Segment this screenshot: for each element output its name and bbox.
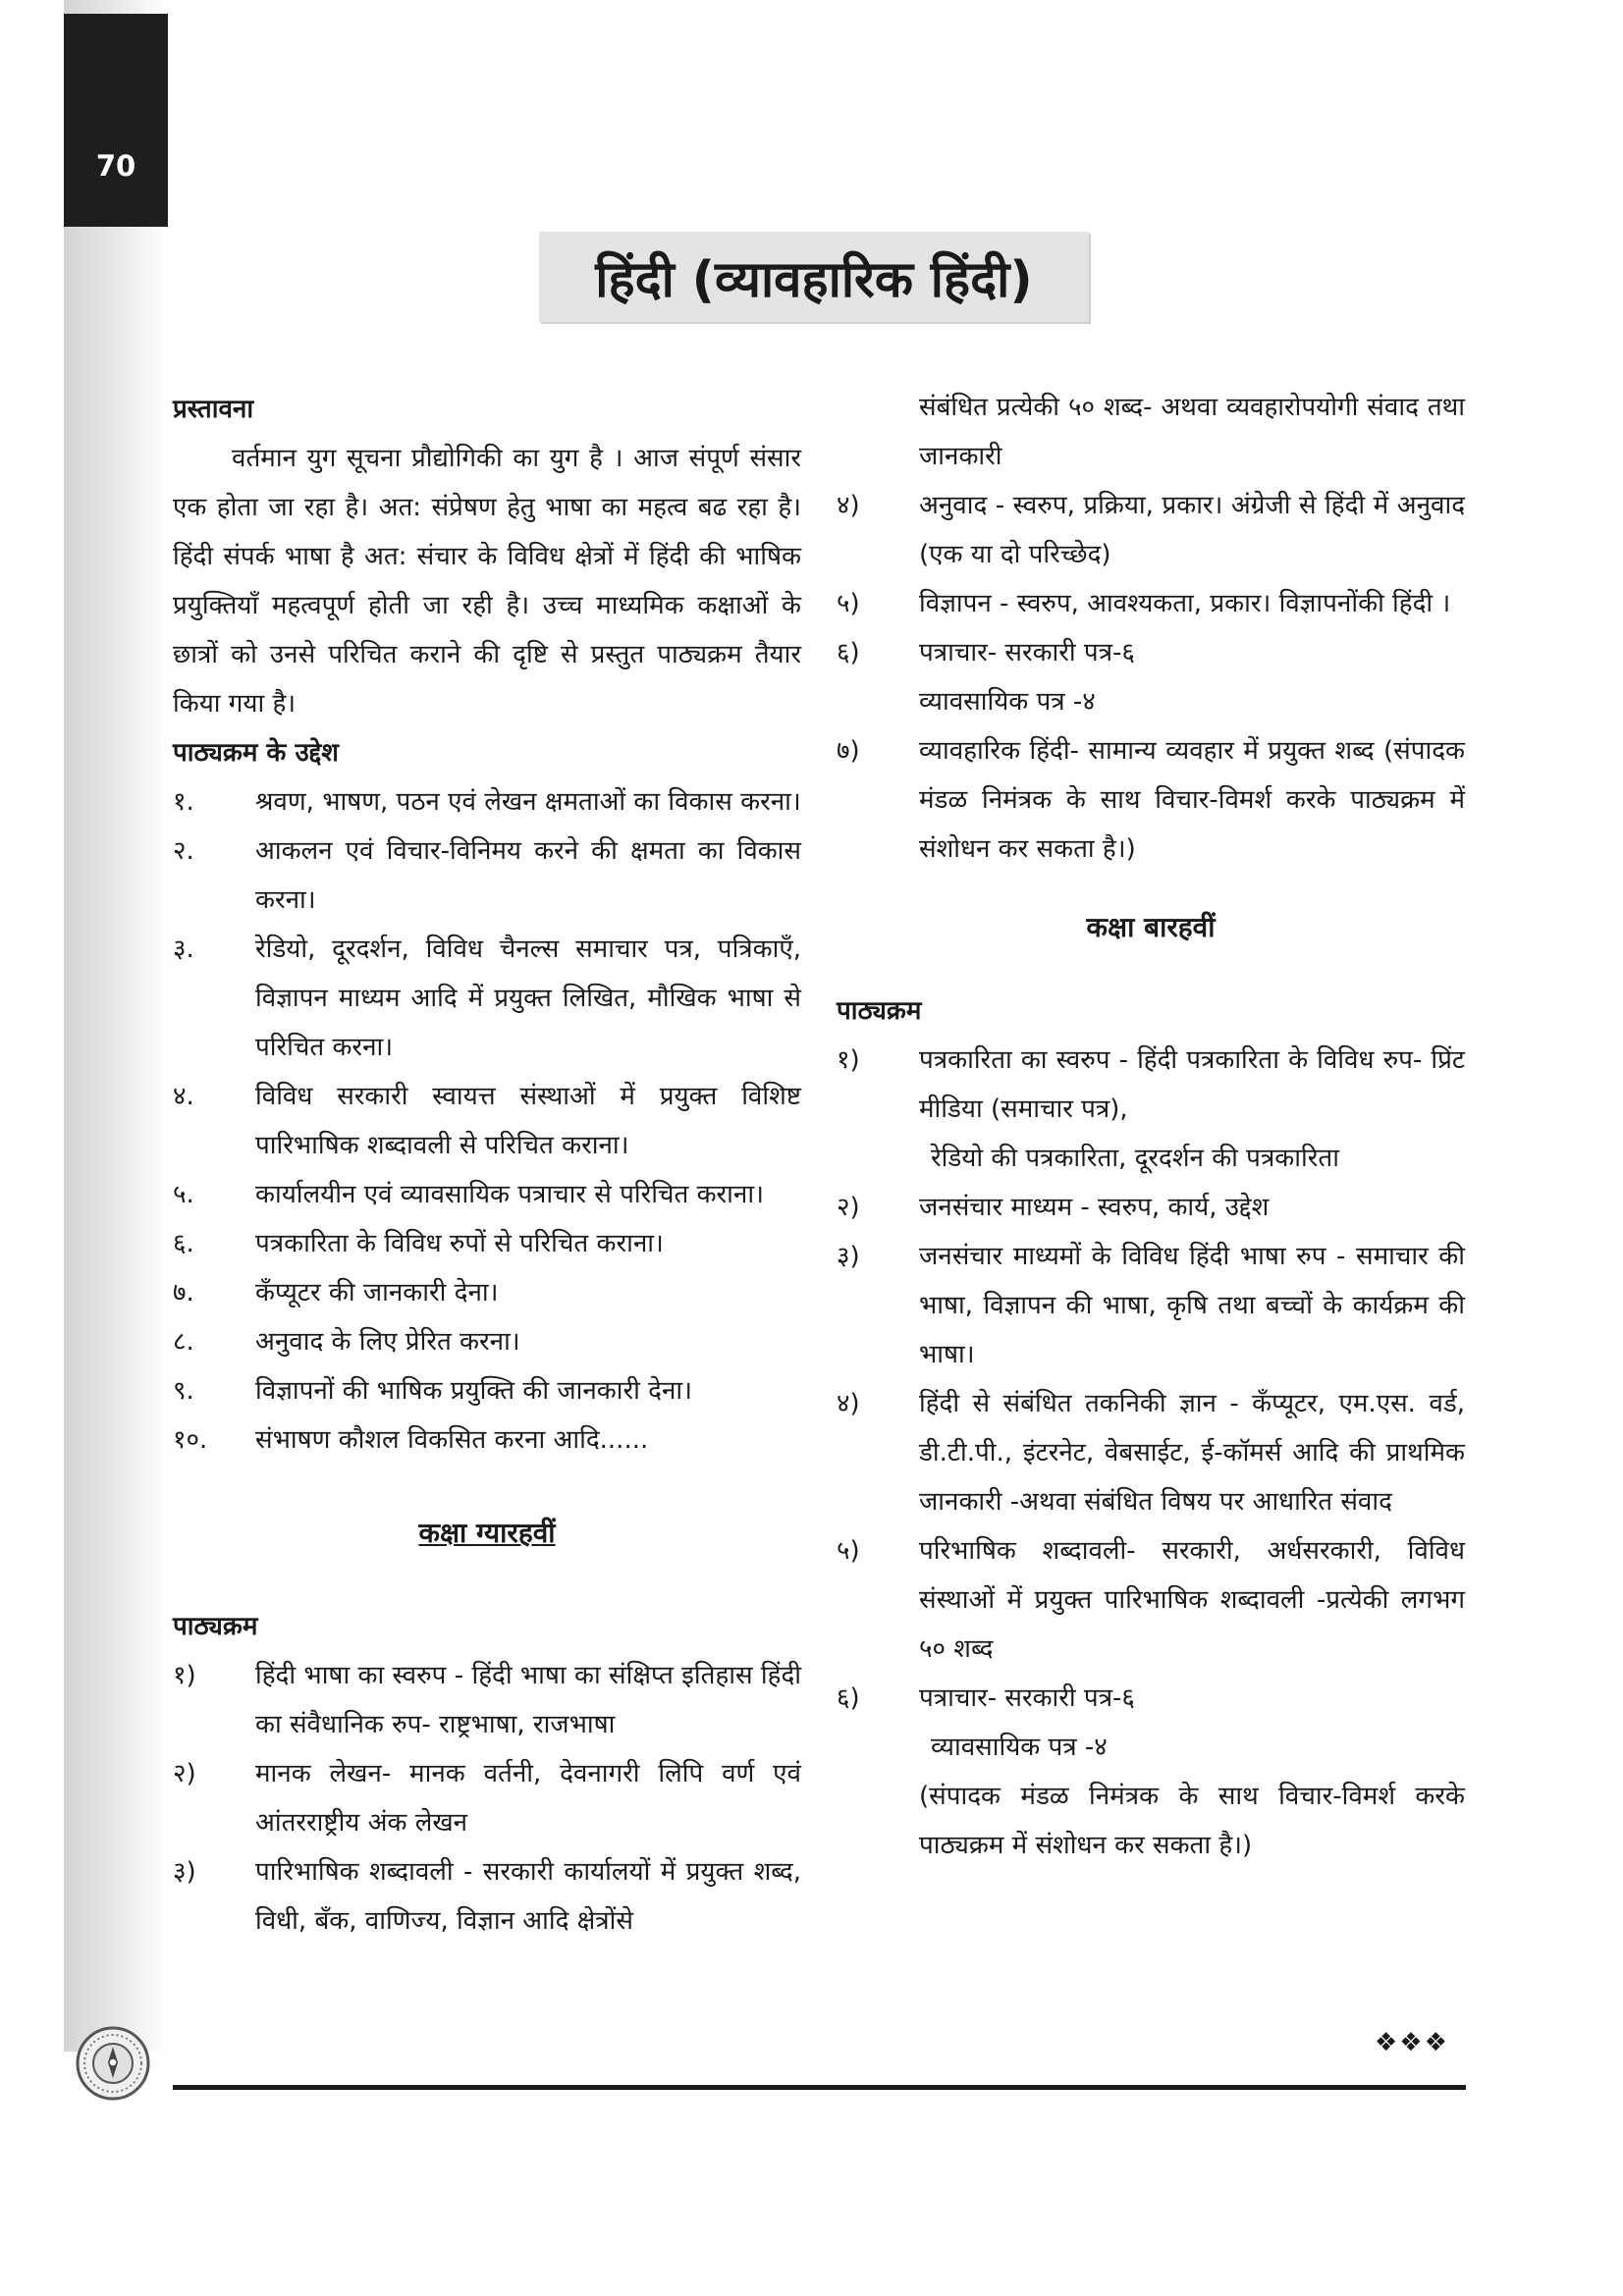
syllabus-item bbox=[837, 1183, 1465, 1232]
objective-text: संभाषण कौशल विकसित करना आदि...... bbox=[255, 1425, 649, 1455]
syllabus-subline: रेडियो की पत्रकारिता, दूरदर्शन की पत्रकारिता bbox=[931, 1144, 1339, 1173]
objective-item bbox=[173, 1170, 801, 1219]
objective-item bbox=[173, 1072, 801, 1170]
syllabus-item bbox=[837, 481, 1465, 579]
syllabus-note: (संपादक मंडळ निमंत्रक के साथ विचार-विमर्श करके पाठ्यक्रम में संशोधन कर सकता है।) bbox=[919, 1782, 1465, 1860]
objective-item bbox=[173, 1268, 801, 1317]
syllabus-item bbox=[173, 1749, 801, 1847]
syllabus-subline: व्यावसायिक पत्र -४ bbox=[919, 687, 1096, 717]
syllabus-number: १) bbox=[173, 1661, 196, 1690]
objective-number: ६. bbox=[173, 1229, 194, 1258]
syllabus-item bbox=[837, 726, 1465, 874]
objective-number: ३. bbox=[173, 934, 194, 964]
objective-item bbox=[173, 1317, 801, 1366]
objective-item bbox=[173, 1366, 801, 1415]
syllabus-text: पत्रकारिता का स्वरुप - हिंदी पत्रकारिता के विविध रुप- प्रिंट मीडिया (समाचार पत्र), bbox=[919, 1045, 1465, 1124]
syllabus-text: हिंदी भाषा का स्वरुप - हिंदी भाषा का संक्षिप्त इतिहास हिंदी का संवैधानिक रुप- राष्ट्रभाषा, राजभाषा bbox=[255, 1661, 801, 1739]
syllabus-item bbox=[837, 628, 1465, 677]
intro-paragraph: वर्तमान युग सूचना प्रौद्योगिकी का युग है । आज संपूर्ण संसार एक होता जा रहा है। अत: संप्रेषण हेतु भाषा का महत्व बढ रहा है। हिंदी संपर्क भाषा है अत: संचार के विविध क्षेत्रों में हिंदी की भाषिक प्रयुक्तियाँ महत्वपूर्ण होती जा रही है। उच्च माध्यमिक कक्षाओं के छात्रों को उनसे परिचित कराने की दृष्टि से प्रस्तुत पाठ्यक्रम तैयार किया गया है। bbox=[173, 444, 801, 719]
right-column bbox=[837, 383, 1465, 1870]
syllabus-subline: व्यावसायिक पत्र -४ bbox=[931, 1733, 1108, 1762]
objective-text: आकलन एवं विचार-विनिमय करने की क्षमता का विकास करना। bbox=[255, 836, 801, 915]
objective-item bbox=[173, 1415, 801, 1465]
syllabus-text: परिभाषिक शब्दावली- सरकारी, अर्धसरकारी, विविध संस्थाओं में प्रयुक्त पारिभाषिक शब्दावली -प्रत्येकी लगभग ५० शब्द bbox=[919, 1536, 1465, 1664]
syllabus-number: १) bbox=[837, 1045, 860, 1075]
class12-syllabus-heading: पाठ्यक्रम bbox=[837, 996, 922, 1026]
objective-text: पत्रकारिता के विविध रुपों से परिचित कराना। bbox=[255, 1229, 664, 1258]
objective-number: ८. bbox=[173, 1327, 194, 1357]
objective-text: विविध सरकारी स्वायत्त संस्थाओं में प्रयुक्त विशिष्ट पारिभाषिक शब्दावली से परिचित कराना। bbox=[255, 1082, 801, 1160]
objective-number: ९. bbox=[173, 1376, 194, 1406]
objective-text: कार्यालयीन एवं व्यावसायिक पत्राचार से परिचित कराना। bbox=[255, 1180, 764, 1209]
syllabus-item bbox=[173, 1847, 801, 1946]
class11-heading bbox=[173, 1509, 801, 1558]
end-mark: ❖❖❖ bbox=[1375, 2028, 1449, 2057]
syllabus-item bbox=[173, 1651, 801, 1749]
class11-heading-text: कक्षा ग्यारहवीं bbox=[418, 1517, 556, 1549]
continuation-text: संबंधित प्रत्येकी ५० शब्द- अथवा व्यवहारोपयोगी संवाद तथा जानकारी bbox=[919, 393, 1465, 471]
side-band bbox=[64, 0, 168, 2052]
board-emblem-icon bbox=[75, 2025, 151, 2102]
syllabus-text: पत्राचार- सरकारी पत्र-६ bbox=[919, 1683, 1135, 1713]
objective-item bbox=[173, 1219, 801, 1268]
objective-number: १०. bbox=[173, 1425, 208, 1455]
title-box bbox=[539, 232, 1089, 322]
objective-number: १. bbox=[173, 787, 194, 817]
objective-number: २. bbox=[173, 836, 194, 866]
syllabus-number: ६) bbox=[837, 1683, 860, 1713]
syllabus-text: पत्राचार- सरकारी पत्र-६ bbox=[919, 638, 1135, 667]
syllabus-text: हिंदी से संबंधित तकनिकी ज्ञान - कँप्यूटर, एम.एस. वर्ड, डी.टी.पी., इंटरनेट, वेबसाईट, ई-कॉमर्स आदि की प्राथमिक जानकारी -अथवा संबंधित विषय पर आधारित संवाद bbox=[919, 1389, 1465, 1517]
syllabus-number: ३) bbox=[837, 1242, 860, 1271]
syllabus-number: २) bbox=[837, 1193, 860, 1222]
class12-heading: कक्षा बारहवीं bbox=[1086, 911, 1216, 943]
objective-number: ४. bbox=[173, 1082, 194, 1111]
syllabus-number: २) bbox=[173, 1759, 196, 1789]
syllabus-text: पारिभाषिक शब्दावली - सरकारी कार्यालयों में प्रयुक्त शब्द, विधी, बँक, वाणिज्य, विज्ञान आदि क्षेत्रोंसे bbox=[255, 1857, 801, 1936]
bottom-rule bbox=[173, 2085, 1466, 2090]
syllabus-item bbox=[837, 1674, 1465, 1723]
syllabus-item bbox=[837, 1036, 1465, 1134]
objective-text: अनुवाद के लिए प्रेरित करना। bbox=[255, 1327, 520, 1357]
syllabus-text: मानक लेखन- मानक वर्तनी, देवनागरी लिपि वर्ण एवं आंतरराष्ट्रीय अंक लेखन bbox=[255, 1759, 801, 1838]
syllabus-item bbox=[837, 579, 1465, 628]
syllabus-text: विज्ञापन - स्वरुप, आवश्यकता, प्रकार। विज्ञापनोंकी हिंदी । bbox=[919, 589, 1451, 618]
syllabus-text: जनसंचार माध्यमों के विविध हिंदी भाषा रुप - समाचार की भाषा, विज्ञापन की भाषा, कृषि तथा बच्चों के कार्यक्रम की भाषा। bbox=[919, 1242, 1465, 1369]
intro-heading: प्रस्तावना bbox=[173, 395, 254, 424]
syllabus-item bbox=[837, 1232, 1465, 1379]
objective-text: श्रवण, भाषण, पठन एवं लेखन क्षमताओं का विकास करना। bbox=[255, 787, 801, 817]
page-number: 70 bbox=[95, 149, 136, 183]
objective-item bbox=[173, 827, 801, 925]
objective-number: ७. bbox=[173, 1278, 194, 1308]
left-column bbox=[173, 385, 801, 1946]
syllabus-text: जनसंचार माध्यम - स्वरुप, कार्य, उद्देश bbox=[919, 1193, 1270, 1222]
objective-number: ५. bbox=[173, 1180, 194, 1209]
syllabus-number: ४) bbox=[837, 1389, 860, 1418]
syllabus-number: ५) bbox=[837, 589, 860, 618]
syllabus-text: व्यावहारिक हिंदी- सामान्य व्यवहार में प्रयुक्त शब्द (संपादक मंडळ निमंत्रक के साथ विचार-विमर्श करके पाठ्यक्रम में संशोधन कर सकता है।) bbox=[919, 736, 1465, 864]
syllabus-item bbox=[837, 1379, 1465, 1526]
objective-item bbox=[173, 925, 801, 1072]
syllabus-number: ७) bbox=[837, 736, 860, 766]
class11-syllabus-heading: पाठ्यक्रम bbox=[173, 1612, 258, 1641]
page-title: हिंदी (व्यावहारिक हिंदी) bbox=[595, 251, 1033, 309]
objective-text: रेडियो, दूरदर्शन, विविध चैनल्स समाचार पत्र, पत्रिकाएँ, विज्ञापन माध्यम आदि में प्रयुक्त लिखित, मौखिक भाषा से परिचित करना। bbox=[255, 934, 801, 1062]
objectives-heading: पाठ्यक्रम के उद्देश bbox=[173, 738, 339, 768]
syllabus-number: ४) bbox=[837, 491, 860, 520]
page-tab bbox=[64, 14, 168, 227]
syllabus-number: ६) bbox=[837, 638, 860, 667]
objective-item bbox=[173, 777, 801, 827]
syllabus-text: अनुवाद - स्वरुप, प्रक्रिया, प्रकार। अंग्रेजी से हिंदी में अनुवाद (एक या दो परिच्छेद) bbox=[919, 491, 1465, 569]
objective-text: विज्ञापनों की भाषिक प्रयुक्ति की जानकारी देना। bbox=[255, 1376, 692, 1406]
syllabus-number: ५) bbox=[837, 1536, 860, 1566]
objective-text: कँप्यूटर की जानकारी देना। bbox=[255, 1278, 499, 1308]
syllabus-item bbox=[837, 1526, 1465, 1674]
syllabus-number: ३) bbox=[173, 1857, 196, 1887]
